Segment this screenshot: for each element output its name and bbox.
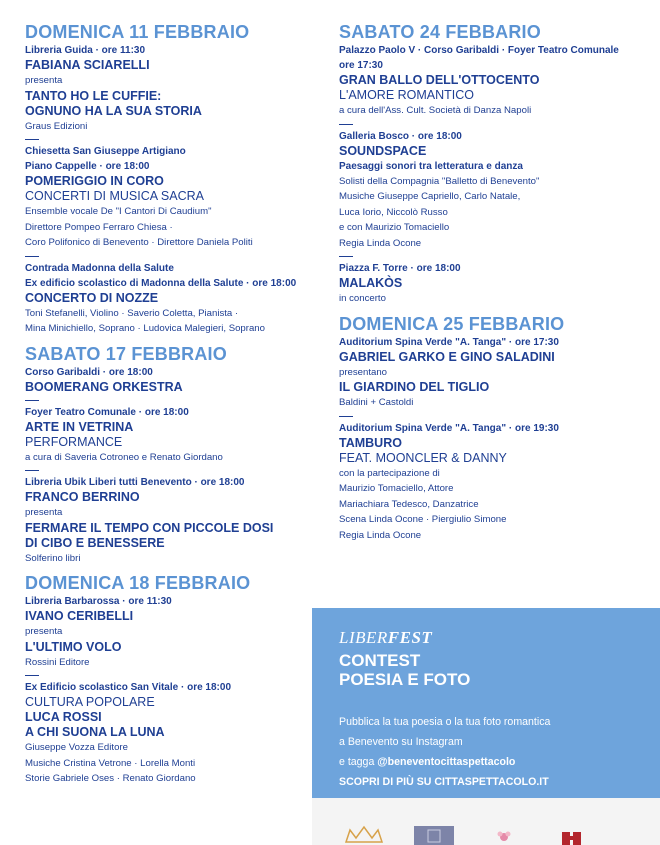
event-venue: Libreria Ubik Liberi tutti Benevento · ore 18:00 [25, 477, 245, 488]
event-venue: ore 17:30 [339, 60, 383, 71]
event-title: SOUNDSPACE [339, 143, 427, 158]
divider [25, 134, 39, 144]
event-title: TAMBURO [339, 435, 402, 450]
day-heading: DOMENICA 18 FEBBRAIO [25, 573, 251, 593]
event-venue: Ex Edificio scolastico San Vitale · ore 18:00 [25, 682, 232, 693]
event-venue: Chiesetta San Giuseppe Artigiano [25, 146, 186, 157]
event-venue: Corso Garibaldi · ore 18:00 [25, 366, 153, 378]
event-title: BOOMERANG ORKESTRA [25, 379, 183, 394]
event-detail: Maurizio Tomaciello, Attore [339, 483, 454, 494]
sponsor-logo-flower [494, 828, 514, 845]
event-title: IL GIARDINO DEL TIGLIO [339, 380, 490, 394]
event-subtitle: FEAT. MOONCLER & DANNY [339, 450, 507, 465]
divider [339, 251, 353, 261]
event-title: GRAN BALLO DELL'OTTOCENTO [339, 73, 540, 87]
promo-contest-line1: CONTEST [339, 651, 421, 670]
day-heading: DOMENICA 11 FEBBRAIO [25, 22, 250, 42]
event-title: TANTO HO LE CUFFIE: [25, 88, 162, 103]
event-title: ARTE IN VETRINA [25, 419, 134, 434]
section-gap [25, 337, 315, 344]
event-title: GABRIEL GARKO E GINO SALADINI [339, 349, 555, 364]
event-title: OGNUNO HA LA SUA STORIA [25, 103, 202, 118]
day-heading: SABATO 24 FEBBARIO [339, 22, 541, 42]
event-subtitle: L'AMORE ROMANTICO [339, 88, 475, 102]
event-detail: con la partecipazione di [339, 467, 440, 479]
event-title: DI CIBO E BENESSERE [25, 535, 165, 550]
event-venue: Auditorium Spina Verde "A. Tanga" · ore 19:30 [339, 422, 559, 434]
sponsor-logo-square [412, 824, 456, 845]
divider [339, 119, 353, 129]
promo-text [339, 712, 649, 792]
right-column [339, 22, 639, 543]
event-detail: Regia Linda Ocone [339, 529, 422, 541]
event-detail: Mariachiara Tedesco, Danzatrice [339, 498, 479, 510]
event-title: POMERIGGIO IN CORO [25, 174, 164, 188]
event-venue: Paesaggi sonori tra letteratura e danza [339, 160, 523, 172]
event-detail: Direttore Pompeo Ferraro Chiesa · [25, 221, 173, 233]
event-subtitle: PERFORMANCE [25, 434, 123, 449]
event-venue: Auditorium Spina Verde "A. Tanga" · ore 17:30 [339, 336, 559, 348]
event-venue: Palazzo Paolo V · Corso Garibaldi · Foyer Teatro Comunale [339, 45, 619, 56]
event-detail: Ensemble vocale De "I Cantori Di Caudium" [25, 206, 212, 217]
day-heading: DOMENICA 25 FEBBARIO [339, 313, 565, 334]
section-gap [339, 307, 639, 314]
event-detail: a cura dell'Ass. Cult. Società di Danza Napoli [339, 105, 532, 116]
event-title: A CHI SUONA LA LUNA [25, 725, 165, 739]
section-gap [25, 566, 315, 573]
divider [25, 395, 39, 405]
event-venue: Libreria Barbarossa · ore 11:30 [25, 596, 172, 607]
promo-site-link[interactable]: CITTASPETTACOLO.IT [434, 776, 549, 788]
event-detail: Storie Gabriele Oses · Renato Giordano [25, 773, 196, 784]
event-detail: in concerto [339, 293, 386, 304]
event-venue: Contrada Madonna della Salute [25, 262, 174, 274]
event-venue: Piano Cappelle · ore 18:00 [25, 161, 150, 172]
event-detail: presenta [25, 75, 63, 86]
event-detail: Giuseppe Vozza Editore [25, 742, 128, 753]
promo-title-liber: LIBER [339, 628, 388, 647]
divider [25, 465, 39, 475]
promo-text-line3 [339, 752, 649, 772]
promo-contest-heading [339, 651, 470, 689]
sponsor-logos-strip [312, 798, 660, 845]
event-title: LUCA ROSSI [25, 710, 102, 724]
event-detail: presenta [25, 507, 63, 518]
event-detail: presenta [25, 626, 63, 637]
event-detail: Musiche Giuseppe Capriello, Carlo Natale, [339, 191, 521, 202]
promo-text-line1: Pubblica la tua poesia o la tua foto romantica [339, 716, 551, 728]
event-detail: Toni Stefanelli, Violino · Saverio Coletta, Pianista · [25, 307, 239, 319]
day-heading: SABATO 17 FEBBRAIO [25, 343, 227, 364]
promo-title [339, 628, 432, 648]
event-title: L'ULTIMO VOLO [25, 639, 122, 654]
event-detail: e con Maurizio Tomaciello [339, 222, 450, 233]
event-venue: Galleria Bosco · ore 18:00 [339, 130, 462, 142]
divider [339, 411, 353, 421]
left-column [25, 22, 315, 787]
event-title: CONCERTO DI NOZZE [25, 290, 159, 305]
divider [25, 251, 39, 261]
event-detail: Luca Iorio, Niccolò Russo [339, 206, 448, 218]
event-venue: Ex edificio scolastico di Madonna della Salute · ore 18:00 [25, 277, 297, 289]
event-title: IVANO CERIBELLI [25, 609, 134, 623]
event-detail: Rossini Editore [25, 656, 90, 668]
event-detail: Solisti della Compagnia "Balletto di Benevento" [339, 175, 540, 187]
event-detail: Solferino libri [25, 552, 81, 564]
contest-promo-box [312, 608, 660, 798]
event-detail: Musiche Cristina Vetrone · Lorella Monti [25, 757, 196, 769]
event-title: FERMARE IL TEMPO CON PICCOLE DOSI [25, 520, 274, 535]
event-detail: Mina Minichiello, Soprano · Ludovica Malegieri, Soprano [25, 323, 265, 334]
event-detail: Coro Polifonico di Benevento · Direttore Daniela Politi [25, 237, 253, 248]
event-title: FRANCO BERRINO [25, 490, 140, 504]
divider [25, 670, 39, 680]
event-title: FABIANA SCIARELLI [25, 58, 150, 72]
event-detail: Baldini + Castoldi [339, 397, 414, 408]
event-venue: Libreria Guida · ore 11:30 [25, 45, 146, 56]
sponsor-logo-crown [342, 824, 386, 845]
event-detail: a cura di Saveria Cotroneo e Renato Giordano [25, 451, 223, 463]
promo-text-line4 [339, 772, 649, 792]
event-subtitle: CULTURA POPOLARE [25, 695, 155, 709]
sponsor-logo-red-mark [560, 830, 590, 845]
promo-text-line2: a Benevento su Instagram [339, 736, 463, 748]
event-subtitle: CONCERTI DI MUSICA SACRA [25, 189, 204, 203]
event-detail: Regia Linda Ocone [339, 237, 422, 249]
event-venue: Piazza F. Torre · ore 18:00 [339, 263, 461, 274]
promo-tag-prefix: e tagga [339, 756, 378, 768]
event-detail: presentano [339, 366, 388, 378]
promo-instagram-handle[interactable]: @beneventocittaspettacolo [377, 756, 516, 768]
event-title: MALAKÒS [339, 276, 403, 290]
event-detail: Graus Edizioni [25, 120, 88, 132]
promo-title-fest: FEST [387, 628, 433, 647]
event-venue: Foyer Teatro Comunale · ore 18:00 [25, 406, 189, 418]
event-detail: Scena Linda Ocone · Piergiulio Simone [339, 514, 507, 525]
promo-contest-line2: POESIA E FOTO [339, 670, 471, 689]
promo-discover-prefix: SCOPRI DI PIÙ SU [339, 776, 435, 788]
